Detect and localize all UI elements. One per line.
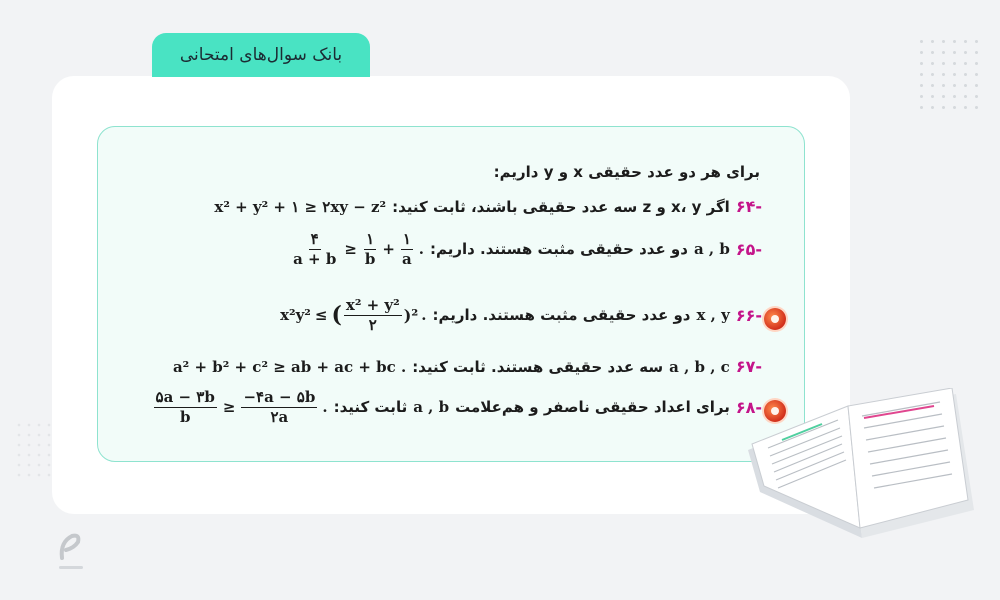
question-vars: a , b [413,398,450,416]
question-vars: a , b [693,240,730,258]
intro-line [494,163,760,181]
question-text: دو عدد حقیقی مثبت هستند. داریم: [429,240,688,258]
fraction-denominator: a [401,249,412,268]
question-math [289,231,424,267]
question-68 [152,389,762,425]
fraction-numerator: ۵a − ۳b [155,388,215,406]
page-title-tab [152,33,370,77]
question-66 [280,297,762,333]
fraction-numerator: ۱ [366,230,375,248]
question-math: x² + y² + ۱ ≥ ۲xy − z² [214,197,387,216]
question-number: -۶۸ [735,397,762,417]
plus-sign: + [382,240,395,258]
question-number: -۶۶ [735,305,762,325]
fraction-denominator: ۲a [270,407,289,426]
fraction-denominator: ۲ [368,315,377,334]
question-vars: a , b , c [669,357,730,376]
question-box [97,126,805,462]
open-paren: ( [331,302,342,328]
question-67 [173,357,762,376]
question-number: -۶۴ [735,197,762,216]
question-text-2: ثابت کنید: [333,398,408,416]
fraction-denominator: b [179,407,191,426]
question-text: برای اعداد حقیقی ناصفر و هم‌علامت [455,398,730,416]
question-math [152,389,328,425]
relation-sign: ≥ [344,240,357,258]
fraction-numerator: x² + y² [345,296,400,314]
page-title: بانک سوال‌های امتحانی [179,45,343,65]
end-dot: . [322,398,328,416]
dot-pattern-decoration [916,36,986,116]
question-65 [289,231,762,267]
fraction-numerator: −۴a − ۵b [243,388,316,406]
fraction-denominator: a + b [293,249,337,268]
end-dot: . [418,240,424,258]
question-number: -۶۷ [735,357,762,376]
question-number: -۶۵ [735,239,762,259]
fraction-denominator: b [364,249,376,268]
question-math [280,297,426,333]
fraction-numerator: ۱ [402,230,411,248]
question-text: اگر x، y و z سه عدد حقیقی باشند، ثابت کنید: [392,197,730,216]
relation-sign: ≤ [314,306,328,324]
end-dot: . [421,306,427,324]
close-paren-squared: )² [403,305,419,325]
question-text: سه عدد حقیقی هستند. ثابت کنید: [412,357,664,376]
question-64 [214,197,762,216]
open-book-icon [742,388,978,548]
fraction-numerator: ۴ [310,230,319,248]
brand-logo-icon [56,528,86,576]
relation-sign: ≥ [222,398,236,416]
question-math: a² + b² + c² ≥ ab + ac + bc . [172,357,407,376]
question-text: دو عدد حقیقی مثبت هستند. داریم: [432,306,691,324]
gear-icon [764,308,786,330]
math-lhs: x²y² [280,306,311,324]
intro-text: برای هر دو عدد حقیقی x و y داریم: [493,163,760,181]
question-vars: x , y [696,306,730,324]
